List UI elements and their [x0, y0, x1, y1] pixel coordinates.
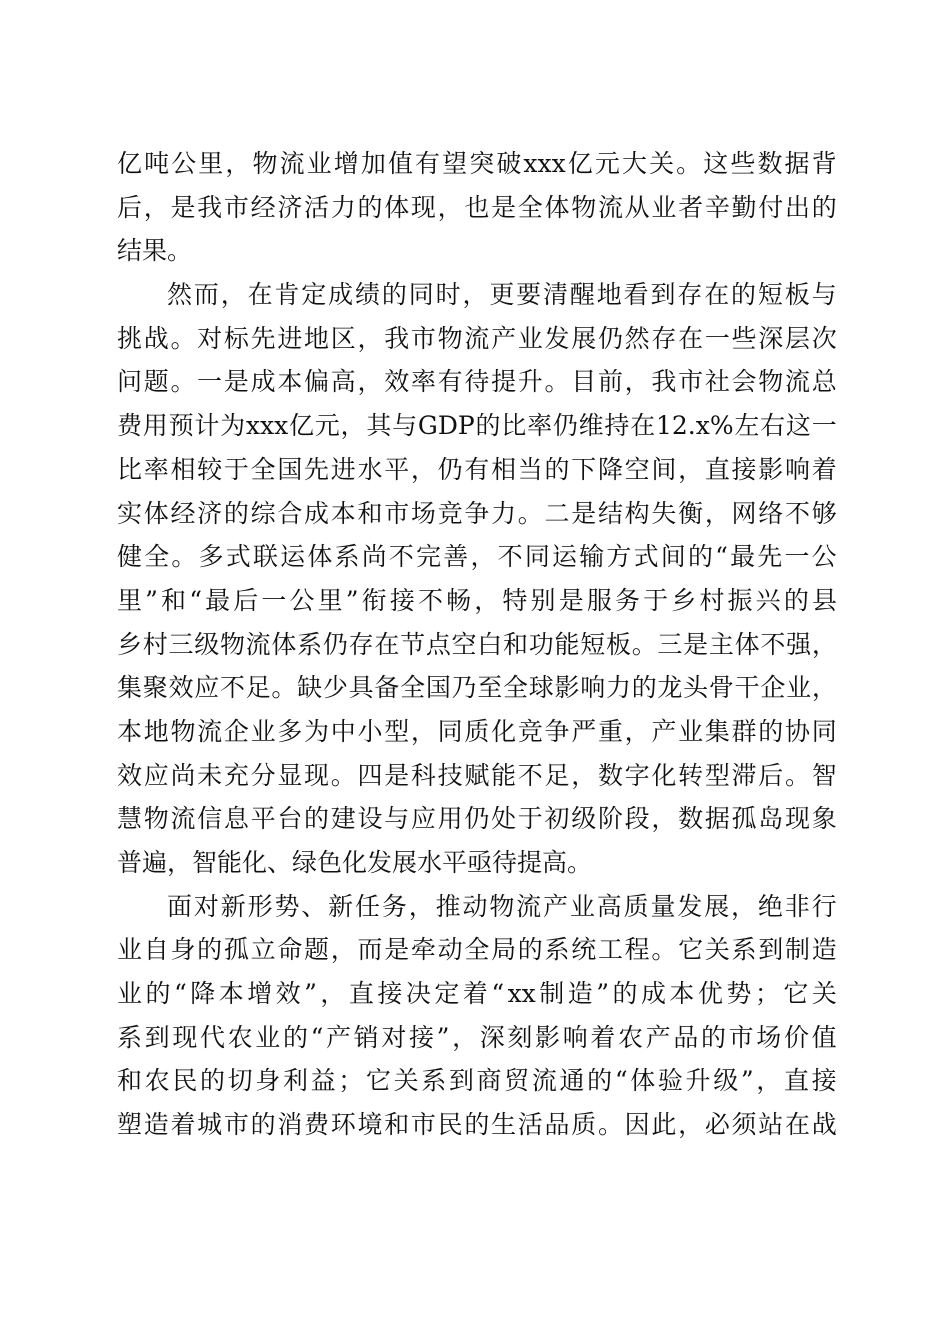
text-line: 里 ” 和 “ 最 后 一 公 里 ” 衔 接 不 畅 ， 特 别 是 服 务 于 乡 村 振 兴 的 县	[117, 585, 837, 615]
text-line: 实 体 经 济 的 综 合 成 本 和 市 场 竞 争 力 。 二 是 结 构 失 衡 ， 网 络 不 够	[117, 498, 837, 528]
text-line: 系 到 现 代 农 业 的 “ 产 销 对 接 ” ， 深 刻 影 响 着 农 产 品 的 市 场 价 值	[117, 1022, 837, 1052]
text-line: 问 题 。 一 是 成 本 偏 高 ， 效 率 有 待 提 升 。 目 前 ， 我 市 社 会 物 流 总	[117, 367, 837, 397]
text-line: 费 用 预 计 为 xxx 亿 元 ， 其 与 GDP 的 比 率 仍 维 持 在 12.x% 左 右 这 一	[117, 411, 837, 441]
text-line: 比 率 相 较 于 全 国 先 进 水 平 ， 仍 有 相 当 的 下 降 空 间 ， 直 接 影 响 着	[117, 454, 837, 484]
text-line: 本 地 物 流 企 业 多 为 中 小 型 ， 同 质 化 竞 争 严 重 ， 产 业 集 群 的 协 同	[117, 716, 837, 746]
text-line: 效 应 尚 未 充 分 显 现 。 四 是 科 技 赋 能 不 足 ， 数 字 化 转 型 滞 后 。 智	[117, 760, 837, 790]
text-line: 慧 物 流 信 息 平 台 的 建 设 与 应 用 仍 处 于 初 级 阶 段 ， 数 据 孤 岛 现 象	[117, 804, 837, 834]
text-line: 健 全 。 多 式 联 运 体 系 尚 不 完 善 ， 不 同 运 输 方 式 间 的 “ 最 先 一 公	[117, 542, 837, 572]
text-line: 集 聚 效 应 不 足 。 缺 少 具 备 全 国 乃 至 全 球 影 响 力 的 龙 头 骨 干 企 业 ，	[117, 673, 837, 703]
text-line: 亿 吨 公 里 ， 物 流 业 增 加 值 有 望 突 破 xxx 亿 元 大 关 。 这 些 数 据 背	[117, 149, 837, 178]
text-line: 乡 村 三 级 物 流 体 系 仍 存 在 节 点 空 白 和 功 能 短 板 。 三 是 主 体 不 强 ，	[117, 629, 837, 659]
text-line: 和 农 民 的 切 身 利 益 ； 它 关 系 到 商 贸 流 通 的 “ 体 验 升 级 ” ， 直 接	[117, 1066, 837, 1096]
text-line: 塑 造 着 城 市 的 消 费 环 境 和 市 民 的 生 活 品 质 。 因 此 ， 必 须 站 在 战	[117, 1110, 837, 1140]
paragraph-3	[117, 885, 837, 1147]
text-line: 普遍，智能化、绿色化发展水平亟待提高。	[117, 848, 593, 877]
text-line: 挑 战 。 对 标 先 进 地 区 ， 我 市 物 流 产 业 发 展 仍 然 存 在 一 些 深 层 次	[117, 323, 837, 353]
text-line: 面 对 新 形 势 、 新 任 务 ， 推 动 物 流 产 业 高 质 量 发 展 ， 绝 非 行	[167, 891, 837, 921]
paragraph-2	[117, 273, 837, 885]
text-line: 业 的 “ 降 本 增 效 ” ， 直 接 决 定 着 “ xx 制 造 ” 的 成 本 优 势 ； 它 关	[117, 979, 837, 1009]
text-line: 然 而 ， 在 肯 定 成 绩 的 同 时 ， 更 要 清 醒 地 看 到 存 在 的 短 板 与	[167, 280, 837, 310]
text-line: 后 ， 是 我 市 经 济 活 力 的 体 现 ， 也 是 全 体 物 流 从 业 者 辛 勤 付 出 的	[117, 192, 837, 222]
text-line: 结果。	[117, 236, 193, 266]
paragraph-1	[117, 142, 837, 273]
text-line: 业 自 身 的 孤 立 命 题 ， 而 是 牵 动 全 局 的 系 统 工 程 。 它 关 系 到 制 造	[117, 935, 837, 965]
body-text	[117, 142, 837, 1147]
